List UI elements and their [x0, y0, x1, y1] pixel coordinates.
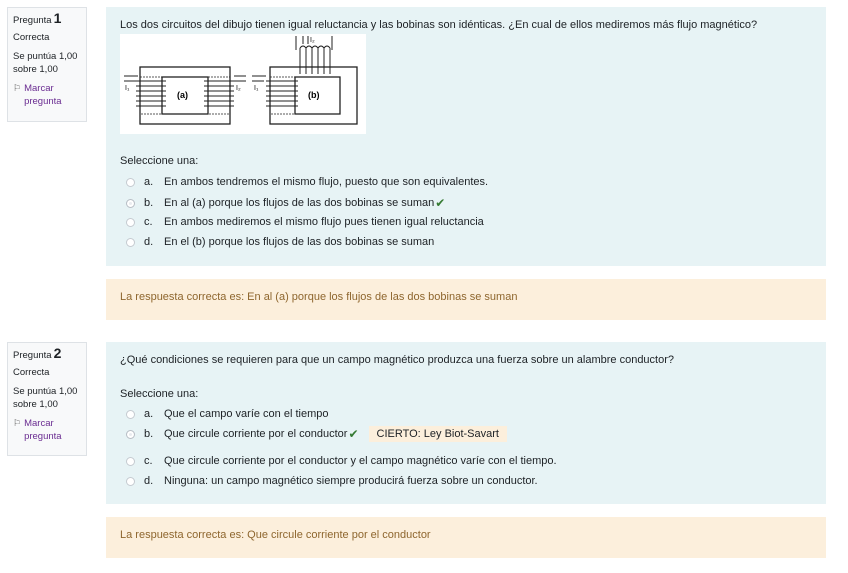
- question-grade-line1: Se puntúa 1,00: [13, 51, 78, 62]
- option-letter: c.: [144, 216, 153, 228]
- option-letter: c.: [144, 455, 153, 467]
- option-text: Que circule corriente por el conductor y el campo magnético varíe con el tiempo.: [164, 455, 557, 467]
- option-d[interactable]: [126, 236, 434, 248]
- question-grade-line2: sobre 1,00: [13, 399, 58, 410]
- option-c[interactable]: [126, 216, 484, 228]
- answer-prompt: Seleccione una:: [120, 155, 199, 167]
- flag-question-link[interactable]: [13, 417, 81, 443]
- flag-label: Marcar: [24, 83, 54, 94]
- question-1-box: [106, 7, 826, 266]
- option-a[interactable]: [126, 408, 328, 420]
- option-d-radio[interactable]: [126, 477, 135, 486]
- question-text: ¿Qué condiciones se requieren para que un campo magnético produzca una fuerza sobre un alambre conductor?: [120, 354, 675, 366]
- question-2-correct-answer: [106, 517, 826, 558]
- question-label: Pregunta: [13, 15, 52, 26]
- current-i2-label: I₂: [236, 85, 241, 92]
- option-letter: d.: [144, 236, 154, 248]
- correct-answer-text: La respuesta correcta es: En al (a) porque los flujos de las dos bobinas se suman: [120, 291, 518, 303]
- flag-label-2: pregunta: [24, 96, 62, 107]
- option-letter: b.: [144, 197, 154, 209]
- option-text: En ambos tendremos el mismo flujo, puesto que son equivalentes.: [164, 176, 489, 188]
- question-state: Correcta: [13, 32, 50, 43]
- option-text: En ambos mediremos el mismo flujo pues tienen igual reluctancia: [164, 216, 484, 228]
- option-text: Que el campo varíe con el tiempo: [164, 408, 329, 420]
- option-c[interactable]: [126, 455, 557, 467]
- flag-question-link[interactable]: [13, 82, 81, 108]
- option-feedback: CIERTO: Ley Biot-Savart: [369, 426, 507, 442]
- option-c-radio[interactable]: [126, 218, 135, 227]
- correct-check-icon: ✔: [435, 196, 446, 210]
- question-1-info: [7, 7, 87, 122]
- correct-answer-text: La respuesta correcta es: Que circule corriente por el conductor: [120, 529, 431, 541]
- question-grade-line1: Se puntúa 1,00: [13, 386, 78, 397]
- option-d-radio[interactable]: [126, 238, 135, 247]
- question-number: 1: [53, 10, 62, 26]
- option-text: En al (a) porque los flujos de las dos bobinas se suman: [164, 197, 435, 209]
- option-b[interactable]: [126, 426, 507, 442]
- option-letter: a.: [144, 176, 154, 188]
- question-grade-line2: sobre 1,00: [13, 64, 58, 75]
- question-label: Pregunta: [13, 350, 52, 361]
- option-d[interactable]: [126, 475, 538, 487]
- option-b-radio[interactable]: [126, 430, 135, 439]
- circuit-figure: [120, 34, 366, 134]
- question-2-box: [106, 342, 826, 504]
- correct-check-icon: ✔: [348, 427, 359, 441]
- circuit-b-label: (b): [308, 90, 320, 100]
- answer-prompt: Seleccione una:: [120, 388, 199, 400]
- option-a[interactable]: [126, 176, 488, 188]
- current-i2-label-b: I₂: [310, 37, 315, 44]
- flag-label: Marcar: [24, 418, 54, 429]
- question-text: Los dos circuitos del dibujo tienen igual reluctancia y las bobinas son idénticas. ¿En cual de ellos mediremos más flujo magnético?: [120, 19, 758, 31]
- question-2-info: [7, 342, 87, 456]
- option-c-radio[interactable]: [126, 457, 135, 466]
- current-i1-label: I₁: [125, 85, 130, 92]
- circuit-diagram-image: [120, 34, 366, 134]
- option-letter: a.: [144, 408, 154, 420]
- option-a-radio[interactable]: [126, 178, 135, 187]
- option-a-radio[interactable]: [126, 410, 135, 419]
- question-number: 2: [53, 345, 62, 361]
- question-1-correct-answer: [106, 279, 826, 320]
- option-text: En el (b) porque los flujos de las dos bobinas se suman: [164, 236, 435, 248]
- question-state: Correcta: [13, 367, 50, 378]
- option-b[interactable]: [126, 196, 445, 210]
- current-i1-label-b: I₁: [254, 85, 259, 92]
- option-letter: b.: [144, 428, 154, 440]
- option-text: Que circule corriente por el conductor: [164, 428, 348, 440]
- option-text: Ninguna: un campo magnético siempre producirá fuerza sobre un conductor.: [164, 475, 538, 487]
- option-b-radio[interactable]: [126, 199, 135, 208]
- flag-icon: ⚐: [13, 83, 22, 93]
- circuit-a-label: (a): [177, 90, 188, 100]
- option-letter: d.: [144, 475, 154, 487]
- flag-label-2: pregunta: [24, 431, 62, 442]
- flag-icon: ⚐: [13, 418, 22, 428]
